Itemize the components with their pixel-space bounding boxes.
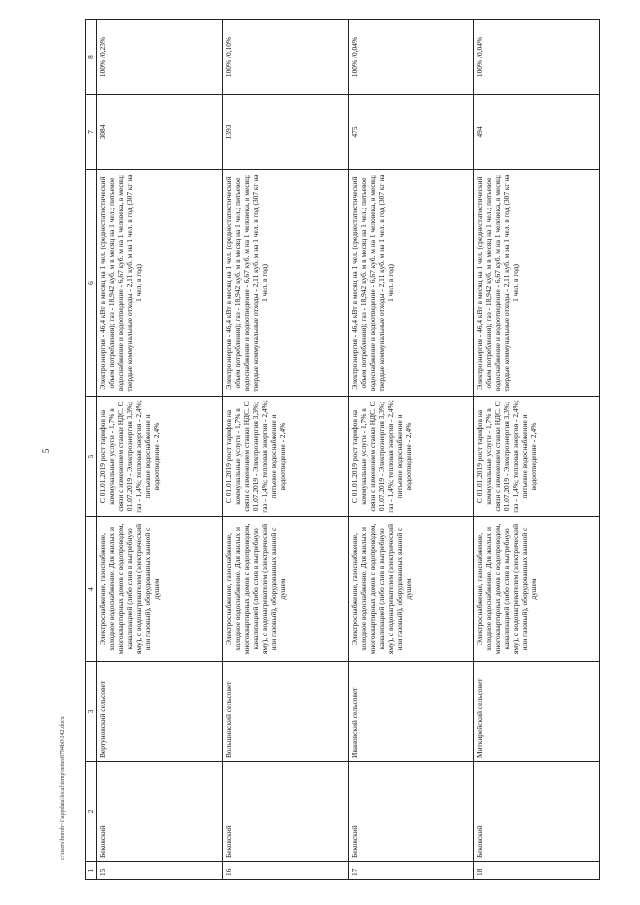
district-cell: Бековский [97, 762, 223, 862]
col-header-5: 5 [86, 397, 97, 517]
row-number: 15 [97, 862, 223, 880]
council-cell: Ивановский сельсовет [348, 662, 474, 762]
file-path-footer: c:\users\borob~1\appdata\local\temp\notes8794b0\142.docx [60, 716, 66, 860]
council-cell: Вертуновский сельсовет [97, 662, 223, 762]
volume-cell: Электроэнергия - 46,4 кВт в месяц на 1 чел. (среднестатистический объем потребления); газ - 18,942 куб. м в месяц на 1 чел.; питьевое водоснабжение и водоотведение - 6,67 куб. м на 1 человека, в месяц; твердые коммунальные отходы - 2,11 куб. м на 1 чел. в год (307 кг на 1 чел. в год) [97, 170, 223, 397]
volume-cell: Электроэнергия - 46,4 кВт в месяц на 1 чел. (среднестатистический объем потребления); газ - 18,942 куб. м в месяц на 1 чел.; питьевое водоснабжение и водоотведение - 6,67 куб. м на 1 человека, в месяц; твердые коммунальные отходы - 2,11 куб. м на 1 чел. в год (307 кг на 1 чел. в год) [474, 170, 600, 397]
tariff-cell: С 01.01.2019 рост тарифов на коммунальные услуги - 1,7% в связи с изменением ставки НДС. С 01.07.2019 - Электроэнергия 3,3%; газ - 1,4%; тепловая энергия - 2,4%; питьевое водоснабжение и водоотведение - 2,4% [222, 397, 348, 517]
count-cell: 1393 [222, 95, 348, 170]
count-cell: 475 [348, 95, 474, 170]
col-header-2: 2 [86, 762, 97, 862]
header-row [86, 20, 97, 880]
page-number: 5 [41, 448, 51, 454]
col-header-8: 8 [86, 20, 97, 95]
share-cell: 100% /0,04% [348, 20, 474, 95]
rotated-table-sheet [85, 20, 600, 880]
share-cell: 100% /0,23% [97, 20, 223, 95]
col-header-4: 4 [86, 517, 97, 662]
table-row [474, 20, 600, 880]
count-cell: 3084 [97, 95, 223, 170]
row-number: 16 [222, 862, 348, 880]
tariff-cell: С 01.01.2019 рост тарифов на коммунальные услуги - 1,7% в связи с изменением ставки НДС. С 01.07.2019 - Электроэнергия 3,3%; газ - 1,4%; тепловая энергия - 2,4%; питьевое водоснабжение и водоотведение - 2,4% [474, 397, 600, 517]
tariff-table [85, 19, 600, 880]
table-row [348, 20, 474, 880]
district-cell: Бековский [222, 762, 348, 862]
volume-cell: Электроэнергия - 46,4 кВт в месяц на 1 чел. (среднестатистический объем потребления); газ - 18,942 куб. м в месяц на 1 чел.; питьевое водоснабжение и водоотведение - 6,67 куб. м на 1 человека, в месяц; твердые коммунальные отходы - 2,11 куб. м на 1 чел. в год (307 кг на 1 чел. в год) [222, 170, 348, 397]
share-cell: 100% /0,04% [474, 20, 600, 95]
district-cell: Бековский [474, 762, 600, 862]
tariff-cell: С 01.01.2019 рост тарифов на коммунальные услуги - 1,7% в связи с изменением ставки НДС. С 01.07.2019 - Электроэнергия 3,3%; газ - 1,4%; тепловая энергия - 2,4%; питьевое водоснабжение и водоотведение - 2,4% [97, 397, 223, 517]
table-row [97, 20, 223, 880]
col-header-1: 1 [86, 862, 97, 880]
tariff-cell: С 01.01.2019 рост тарифов на коммунальные услуги - 1,7% в связи с изменением ставки НДС. С 01.07.2019 - Электроэнергия 3,3%; газ - 1,4%; тепловая энергия - 2,4%; питьевое водоснабжение и водоотведение - 2,4% [348, 397, 474, 517]
row-number: 17 [348, 862, 474, 880]
col-header-6: 6 [86, 170, 97, 397]
count-cell: 494 [474, 95, 600, 170]
council-cell: Вольшинский сельсовет [222, 662, 348, 762]
services-cell: Электроснабжение, газоснабжение, холодное водоснабжение. Для жилых и многоквартирных домов с водопроводом, канализацией (либо слив в выгребную яму), с водонагревателем (электрический или газовый), оборудованных ванной с душем [97, 517, 223, 662]
share-cell: 100% /0,10% [222, 20, 348, 95]
volume-cell: Электроэнергия - 46,4 кВт в месяц на 1 чел. (среднестатистический объем потребления); газ - 18,942 куб. м в месяц на 1 чел.; питьевое водоснабжение и водоотведение - 6,67 куб. м на 1 человека, в месяц; твердые коммунальные отходы - 2,11 куб. м на 1 чел. в год (307 кг на 1 чел. в год) [348, 170, 474, 397]
services-cell: Электроснабжение, газоснабжение, холодное водоснабжение. Для жилых и многоквартирных домов с водопроводом, канализацией (либо слив в выгребную яму), с водонагревателем (электрический или газовый), оборудованных ванной с душем [474, 517, 600, 662]
district-cell: Бековский [348, 762, 474, 862]
services-cell: Электроснабжение, газоснабжение, холодное водоснабжение. Для жилых и многоквартирных домов с водопроводом, канализацией (либо слив в выгребную яму), с водонагревателем (электрический или газовый), оборудованных ванной с душем [222, 517, 348, 662]
council-cell: Миткирейский сельсовет [474, 662, 600, 762]
table-row [222, 20, 348, 880]
row-number: 18 [474, 862, 600, 880]
services-cell: Электроснабжение, газоснабжение, холодное водоснабжение. Для жилых и многоквартирных домов с водопроводом, канализацией (либо слив в выгребную яму), с водонагревателем (электрический или газовый), оборудованных ванной с душем [348, 517, 474, 662]
col-header-3: 3 [86, 662, 97, 762]
col-header-7: 7 [86, 95, 97, 170]
